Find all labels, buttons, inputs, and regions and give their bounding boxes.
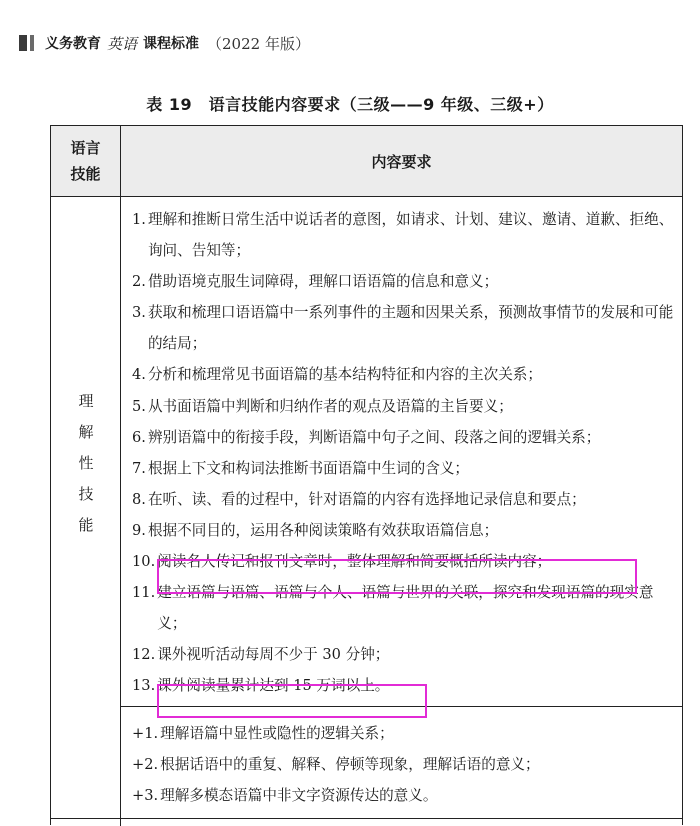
header-skill-line2: 技能 (70, 165, 101, 183)
item-number: 1. (132, 211, 146, 228)
header-book-title: 义务教育 (45, 36, 101, 52)
skill-char: 理 (78, 392, 94, 410)
skill-char: 解 (78, 423, 94, 441)
item-number: 2. (132, 273, 146, 291)
item-number: +2. (132, 756, 159, 773)
skill-char: 性 (78, 454, 94, 472)
list-item-plus (132, 749, 680, 780)
list-item (132, 266, 680, 297)
item-number: 13. (132, 677, 156, 695)
list-item (132, 297, 680, 359)
item-number: +3. (132, 787, 159, 804)
item-text: 借助语境克服生词障碍，理解口语语篇的信息和意义； (147, 273, 499, 291)
requirements-list (132, 204, 680, 702)
item-number: 6. (132, 428, 146, 446)
header-cell-requirements: 内容要求 (371, 152, 432, 171)
skill-char: 能 (78, 516, 94, 534)
item-number: 7. (132, 459, 146, 477)
item-text: 根据话语中的重复、解释、停顿等现象，理解话语的意义； (160, 756, 540, 773)
list-item (132, 484, 680, 515)
item-text: 理解语篇中显性或隐性的逻辑关系； (160, 725, 394, 742)
advanced-requirements-list (132, 718, 680, 811)
item-text: 根据不同目的，运用各种阅读策略有效获取语篇信息； (147, 521, 499, 539)
item-text: 课外视听活动每周不少于 30 分钟； (157, 646, 390, 664)
item-number: 12. (132, 646, 156, 664)
highlight-box-item-13 (157, 684, 427, 718)
highlight-box-item-10 (157, 559, 637, 594)
header-edition: （2022 年版） (207, 34, 310, 53)
item-number: 4. (132, 366, 146, 384)
running-header (19, 31, 310, 55)
list-item (132, 515, 680, 546)
table-bottom-rule (51, 818, 682, 819)
skills-table (50, 125, 683, 825)
item-number: +1. (132, 725, 159, 742)
item-number: 11. (132, 584, 156, 602)
list-item (132, 453, 680, 484)
item-number: 10. (132, 553, 156, 571)
item-text: 理解和推断日常生活中说话者的意图，如请求、计划、建议、邀请、道歉、拒绝、询问、告知等； (147, 211, 674, 260)
item-number: 9. (132, 521, 146, 539)
list-item-plus (132, 780, 680, 811)
item-text: 辨别语篇中的衔接手段，判断语篇中句子之间、段落之间的逻辑关系； (147, 428, 601, 446)
header-skill-line1: 语言 (70, 139, 101, 157)
table-header-row (51, 126, 682, 197)
skill-category-label (51, 386, 121, 541)
item-number: 5. (132, 397, 146, 415)
item-text: 建立语篇与语篇、语篇与个人、语篇与世界的关联，探究和发现语篇的现实意义； (157, 584, 654, 633)
list-item (132, 204, 680, 266)
item-text: 分析和梳理常见书面语篇的基本结构特征和内容的主次关系； (147, 366, 542, 384)
list-item (132, 639, 680, 670)
item-text: 从书面语篇中判断和归纳作者的观点及语篇的主旨要义； (147, 397, 513, 415)
list-item (132, 359, 680, 390)
item-number: 3. (132, 304, 146, 322)
list-item (132, 422, 680, 453)
item-number: 8. (132, 490, 146, 508)
item-text: 根据上下文和构词法推断书面语篇中生词的含义； (147, 459, 470, 477)
item-text: 在听、读、看的过程中，针对语篇的内容有选择地记录信息和要点； (147, 490, 586, 508)
header-standard: 课程标准 (143, 36, 200, 52)
item-text: 课外阅读量累计达到 15 万词以上。 (157, 677, 390, 695)
item-text: 获取和梳理口语语篇中一系列事件的主题和因果关系，预测故事情节的发展和可能的结局； (147, 304, 674, 353)
header-subject: 英语 (107, 34, 138, 53)
header-bar-icon (19, 35, 37, 51)
item-text: 理解多模态语篇中非文字资源传达的意义。 (160, 787, 438, 804)
list-item-plus (132, 718, 680, 749)
table-title: 表 19 语言技能内容要求（三级——9 年级、三级+） (146, 95, 554, 114)
item-text: 阅读名人传记和报刊文章时，整体理解和简要概括所读内容； (157, 553, 552, 571)
list-item (132, 391, 680, 422)
skill-char: 技 (78, 485, 94, 503)
header-cell-skill (51, 126, 121, 196)
